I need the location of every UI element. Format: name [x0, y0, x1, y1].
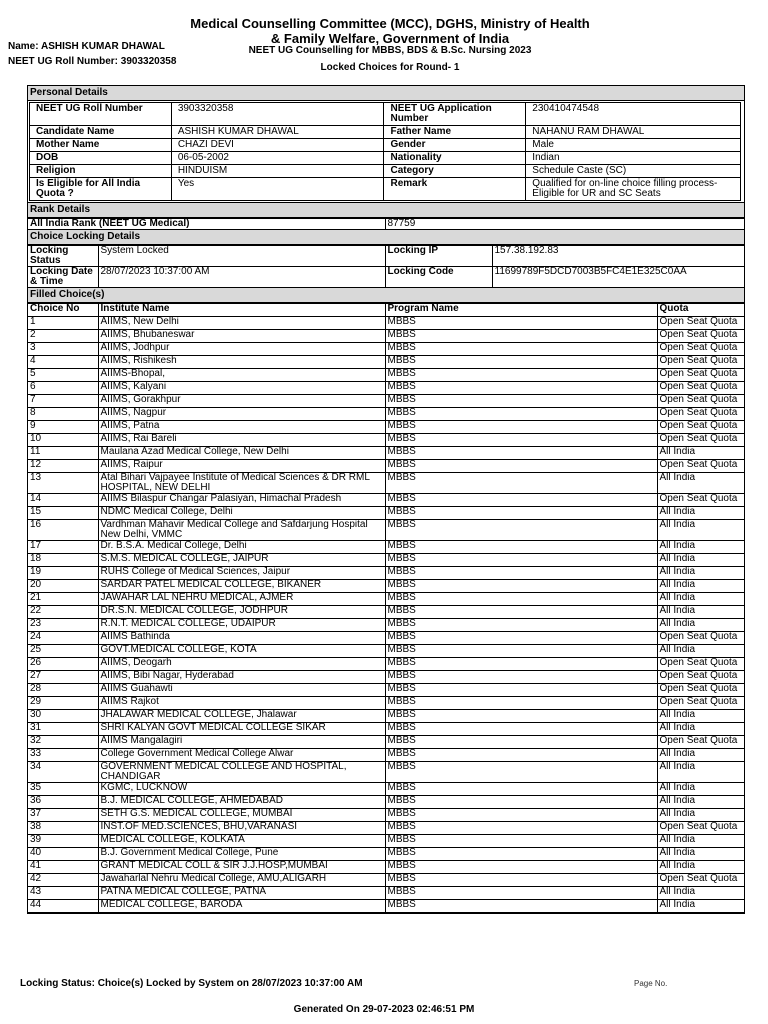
institute-name: AIIMS, Bibi Nagar, Hyderabad: [98, 671, 385, 684]
program-name: MBBS: [385, 749, 657, 762]
gender-value: Male: [526, 139, 741, 152]
program-name: MBBS: [385, 671, 657, 684]
quota: Open Seat Quota: [657, 317, 744, 330]
program-name: MBBS: [385, 736, 657, 749]
eligibility-label: Is Eligible for All India Quota ?: [30, 178, 172, 201]
institute-name: JHALAWAR MEDICAL COLLEGE, Jhalawar: [98, 710, 385, 723]
choice-row: [28, 494, 744, 507]
choice-row: [28, 645, 744, 658]
choices-header-row: [28, 304, 744, 317]
rank-details-heading: Rank Details: [28, 202, 744, 218]
quota: All India: [657, 723, 744, 736]
document-title: Medical Counselling Committee (MCC), DGHS, Ministry of Health & Family Welfare, Government of India: [190, 16, 590, 46]
program-name: MBBS: [385, 593, 657, 606]
locking-date-label: Locking Date & Time: [28, 267, 98, 288]
institute-name: Vardhman Mahavir Medical College and Safdarjung Hospital New Delhi, VMMC: [98, 520, 385, 541]
choice-row: [28, 567, 744, 580]
quota: All India: [657, 710, 744, 723]
locking-details-table: [28, 245, 744, 288]
quota: All India: [657, 887, 744, 900]
program-name: MBBS: [385, 848, 657, 861]
quota: All India: [657, 809, 744, 822]
quota: All India: [657, 762, 744, 783]
program-name: MBBS: [385, 658, 657, 671]
institute-name: DR.S.N. MEDICAL COLLEGE, JODHPUR: [98, 606, 385, 619]
choice-row: [28, 796, 744, 809]
quota: Open Seat Quota: [657, 343, 744, 356]
choice-no: 37: [28, 809, 98, 822]
roll-number-header: NEET UG Roll Number: 3903320358: [8, 56, 177, 67]
choice-row: [28, 356, 744, 369]
choice-row: [28, 736, 744, 749]
institute-name: SETH G.S. MEDICAL COLLEGE, MUMBAI: [98, 809, 385, 822]
choice-row: [28, 632, 744, 645]
quota: Open Seat Quota: [657, 736, 744, 749]
religion-value: HINDUISM: [171, 165, 384, 178]
choice-row: [28, 330, 744, 343]
rank-details-table: [28, 218, 744, 230]
round-label: Locked Choices for Round- 1: [320, 62, 460, 73]
program-name: MBBS: [385, 684, 657, 697]
choice-no: 6: [28, 382, 98, 395]
mother-name-label: Mother Name: [30, 139, 172, 152]
program-name: MBBS: [385, 447, 657, 460]
program-name: MBBS: [385, 317, 657, 330]
choice-no: 17: [28, 541, 98, 554]
choice-no: 8: [28, 408, 98, 421]
institute-name: SHRI KALYAN GOVT MEDICAL COLLEGE SIKAR: [98, 723, 385, 736]
eligibility-value: Yes: [171, 178, 384, 201]
remark-value: Qualified for on-line choice filling process-Eligible for UR and SC Seats: [526, 178, 741, 201]
choice-row: [28, 749, 744, 762]
choice-no: 29: [28, 697, 98, 710]
choice-no: 2: [28, 330, 98, 343]
institute-name: Jawaharlal Nehru Medical College, AMU,ALIGARH: [98, 874, 385, 887]
program-name: MBBS: [385, 382, 657, 395]
quota: All India: [657, 861, 744, 874]
program-name: MBBS: [385, 434, 657, 447]
institute-name: AIIMS, Jodhpur: [98, 343, 385, 356]
institute-name: AIIMS, Rishikesh: [98, 356, 385, 369]
locking-ip-value: 157.38.192.83: [492, 246, 744, 267]
candidate-name-header: Name: ASHISH KUMAR DHAWAL: [8, 41, 165, 52]
choice-no: 31: [28, 723, 98, 736]
institute-name: JAWAHAR LAL NEHRU MEDICAL, AJMER: [98, 593, 385, 606]
choice-row: [28, 554, 744, 567]
program-name: MBBS: [385, 395, 657, 408]
program-name: MBBS: [385, 408, 657, 421]
father-name-label: Father Name: [384, 126, 526, 139]
institute-name: AIIMS-Bhopal,: [98, 369, 385, 382]
choice-no: 43: [28, 887, 98, 900]
program-name: MBBS: [385, 460, 657, 473]
institute-name: AIIMS Guahawti: [98, 684, 385, 697]
choice-no: 7: [28, 395, 98, 408]
locked-choices-report: [27, 85, 745, 914]
choice-no: 20: [28, 580, 98, 593]
choice-row: [28, 658, 744, 671]
program-name: MBBS: [385, 822, 657, 835]
choice-row: [28, 848, 744, 861]
quota: Open Seat Quota: [657, 460, 744, 473]
choice-no: 34: [28, 762, 98, 783]
choice-no: 23: [28, 619, 98, 632]
program-name: MBBS: [385, 619, 657, 632]
program-name: MBBS: [385, 520, 657, 541]
quota: Open Seat Quota: [657, 874, 744, 887]
quota: Open Seat Quota: [657, 671, 744, 684]
quota: All India: [657, 507, 744, 520]
generated-timestamp: Generated On 29-07-2023 02:46:51 PM: [293, 1004, 475, 1015]
choice-no: 16: [28, 520, 98, 541]
choice-row: [28, 887, 744, 900]
institute-name: AIIMS, Bhubaneswar: [98, 330, 385, 343]
quota: Open Seat Quota: [657, 369, 744, 382]
quota: All India: [657, 567, 744, 580]
category-label: Category: [384, 165, 526, 178]
choice-row: [28, 421, 744, 434]
choice-no: 24: [28, 632, 98, 645]
choice-no: 4: [28, 356, 98, 369]
filled-choices-table: [28, 303, 744, 913]
choice-row: [28, 710, 744, 723]
institute-name: MEDICAL COLLEGE, BARODA: [98, 900, 385, 913]
institute-name: AIIMS, Gorakhpur: [98, 395, 385, 408]
choice-row: [28, 520, 744, 541]
choice-no: 28: [28, 684, 98, 697]
dob-value: 06-05-2002: [171, 152, 384, 165]
choice-no: 26: [28, 658, 98, 671]
choice-no: 25: [28, 645, 98, 658]
air-label: All India Rank (NEET UG Medical): [28, 219, 385, 230]
category-value: Schedule Caste (SC): [526, 165, 741, 178]
air-value: 87759: [385, 219, 744, 230]
institute-name: AIIMS, Nagpur: [98, 408, 385, 421]
program-name: MBBS: [385, 900, 657, 913]
choice-row: [28, 671, 744, 684]
choice-no: 35: [28, 783, 98, 796]
quota: Open Seat Quota: [657, 408, 744, 421]
institute-name: AIIMS Bathinda: [98, 632, 385, 645]
choice-no: 39: [28, 835, 98, 848]
application-value: 230410474548: [526, 103, 741, 126]
choice-row: [28, 580, 744, 593]
choice-row: [28, 369, 744, 382]
choice-no: 18: [28, 554, 98, 567]
quota: All India: [657, 520, 744, 541]
quota: All India: [657, 619, 744, 632]
nationality-label: Nationality: [384, 152, 526, 165]
choice-row: [28, 434, 744, 447]
choice-no: 1: [28, 317, 98, 330]
choice-row: [28, 900, 744, 913]
roll-label: NEET UG Roll Number: [30, 103, 172, 126]
choice-no: 44: [28, 900, 98, 913]
institute-name: B.J. Government Medical College, Pune: [98, 848, 385, 861]
choice-row: [28, 861, 744, 874]
institute-name: GRANT MEDICAL COLL & SIR J.J.HOSP,MUMBAI: [98, 861, 385, 874]
institute-name: Atal Bihari Vajpayee Institute of Medical Sciences & DR RML HOSPITAL, NEW DELHI: [98, 473, 385, 494]
choice-no: 10: [28, 434, 98, 447]
program-name: MBBS: [385, 632, 657, 645]
personal-details-table: [29, 102, 741, 201]
roll-value: 3903320358: [171, 103, 384, 126]
program-name: MBBS: [385, 723, 657, 736]
quota: Open Seat Quota: [657, 658, 744, 671]
choice-no: 32: [28, 736, 98, 749]
choice-row: [28, 343, 744, 356]
program-name: MBBS: [385, 494, 657, 507]
quota: All India: [657, 606, 744, 619]
choice-row: [28, 473, 744, 494]
col-header-quota: Quota: [657, 304, 744, 317]
quota: Open Seat Quota: [657, 330, 744, 343]
choice-no: 21: [28, 593, 98, 606]
program-name: MBBS: [385, 356, 657, 369]
application-label: NEET UG Application Number: [384, 103, 526, 126]
choice-row: [28, 460, 744, 473]
institute-name: R.N.T. MEDICAL COLLEGE, UDAIPUR: [98, 619, 385, 632]
program-name: MBBS: [385, 697, 657, 710]
institute-name: AIIMS, New Delhi: [98, 317, 385, 330]
quota: Open Seat Quota: [657, 684, 744, 697]
document-subtitle: NEET UG Counselling for MBBS, BDS & B.Sc. Nursing 2023: [248, 45, 532, 56]
quota: All India: [657, 796, 744, 809]
choice-row: [28, 395, 744, 408]
quota: Open Seat Quota: [657, 421, 744, 434]
quota: All India: [657, 593, 744, 606]
choice-row: [28, 541, 744, 554]
choice-no: 9: [28, 421, 98, 434]
nationality-value: Indian: [526, 152, 741, 165]
quota: All India: [657, 848, 744, 861]
institute-name: INST.OF MED.SCIENCES, BHU,VARANASI: [98, 822, 385, 835]
institute-name: KGMC, LUCKNOW: [98, 783, 385, 796]
choice-no: 5: [28, 369, 98, 382]
program-name: MBBS: [385, 507, 657, 520]
quota: All India: [657, 835, 744, 848]
program-name: MBBS: [385, 343, 657, 356]
quota: Open Seat Quota: [657, 395, 744, 408]
choice-row: [28, 619, 744, 632]
program-name: MBBS: [385, 369, 657, 382]
choice-no: 13: [28, 473, 98, 494]
choice-no: 30: [28, 710, 98, 723]
choice-row: [28, 874, 744, 887]
personal-details-heading: Personal Details: [28, 86, 744, 101]
choice-row: [28, 317, 744, 330]
col-header-program: Program Name: [385, 304, 657, 317]
locking-code-value: 11699789F5DCD7003B5FC4E1E325C0AA: [492, 267, 744, 288]
choice-no: 33: [28, 749, 98, 762]
choice-row: [28, 447, 744, 460]
institute-name: RUHS College of Medical Sciences, Jaipur: [98, 567, 385, 580]
quota: All India: [657, 447, 744, 460]
mother-name-value: CHAZI DEVI: [171, 139, 384, 152]
program-name: MBBS: [385, 541, 657, 554]
choice-row: [28, 593, 744, 606]
quota: Open Seat Quota: [657, 632, 744, 645]
program-name: MBBS: [385, 473, 657, 494]
choice-no: 14: [28, 494, 98, 507]
institute-name: Dr. B.S.A. Medical College, Delhi: [98, 541, 385, 554]
choice-no: 3: [28, 343, 98, 356]
quota: All India: [657, 783, 744, 796]
program-name: MBBS: [385, 710, 657, 723]
locking-status-label: Locking Status: [28, 246, 98, 267]
choice-no: 41: [28, 861, 98, 874]
quota: Open Seat Quota: [657, 494, 744, 507]
choice-row: [28, 783, 744, 796]
quota: All India: [657, 900, 744, 913]
filled-choices-heading: Filled Choice(s): [28, 288, 744, 303]
quota: All India: [657, 749, 744, 762]
institute-name: AIIMS Mangalagiri: [98, 736, 385, 749]
program-name: MBBS: [385, 606, 657, 619]
institute-name: AIIMS, Raipur: [98, 460, 385, 473]
candidate-name-value: ASHISH KUMAR DHAWAL: [171, 126, 384, 139]
program-name: MBBS: [385, 796, 657, 809]
choice-row: [28, 822, 744, 835]
choice-no: 12: [28, 460, 98, 473]
religion-label: Religion: [30, 165, 172, 178]
quota: All India: [657, 580, 744, 593]
institute-name: AIIMS Bilaspur Changar Palasiyan, Himachal Pradesh: [98, 494, 385, 507]
col-header-institute: Institute Name: [98, 304, 385, 317]
choice-no: 40: [28, 848, 98, 861]
quota: Open Seat Quota: [657, 382, 744, 395]
quota: Open Seat Quota: [657, 822, 744, 835]
choice-no: 42: [28, 874, 98, 887]
choice-no: 38: [28, 822, 98, 835]
institute-name: AIIMS Rajkot: [98, 697, 385, 710]
institute-name: SARDAR PATEL MEDICAL COLLEGE, BIKANER: [98, 580, 385, 593]
candidate-name-label: Candidate Name: [30, 126, 172, 139]
locking-code-label: Locking Code: [385, 267, 492, 288]
choice-row: [28, 606, 744, 619]
institute-name: AIIMS, Kalyani: [98, 382, 385, 395]
quota: All India: [657, 473, 744, 494]
institute-name: Maulana Azad Medical College, New Delhi: [98, 447, 385, 460]
choice-row: [28, 382, 744, 395]
quota: Open Seat Quota: [657, 434, 744, 447]
institute-name: PATNA MEDICAL COLLEGE, PATNA: [98, 887, 385, 900]
program-name: MBBS: [385, 861, 657, 874]
program-name: MBBS: [385, 421, 657, 434]
institute-name: AIIMS, Patna: [98, 421, 385, 434]
institute-name: MEDICAL COLLEGE, KOLKATA: [98, 835, 385, 848]
father-name-value: NAHANU RAM DHAWAL: [526, 126, 741, 139]
page-number: Page No.: [634, 979, 668, 988]
institute-name: GOVT.MEDICAL COLLEGE, KOTA: [98, 645, 385, 658]
choice-no: 22: [28, 606, 98, 619]
locking-status-footer: Locking Status: Choice(s) Locked by System on 28/07/2023 10:37:00 AM: [20, 978, 363, 989]
quota: All India: [657, 554, 744, 567]
program-name: MBBS: [385, 554, 657, 567]
remark-label: Remark: [384, 178, 526, 201]
locking-status-value: System Locked: [98, 246, 385, 267]
choice-row: [28, 697, 744, 710]
institute-name: AIIMS, Rai Bareli: [98, 434, 385, 447]
program-name: MBBS: [385, 835, 657, 848]
quota: All India: [657, 645, 744, 658]
program-name: MBBS: [385, 580, 657, 593]
institute-name: College Government Medical College Alwar: [98, 749, 385, 762]
choice-row: [28, 762, 744, 783]
choice-no: 15: [28, 507, 98, 520]
program-name: MBBS: [385, 783, 657, 796]
locking-date-value: 28/07/2023 10:37:00 AM: [98, 267, 385, 288]
quota: Open Seat Quota: [657, 697, 744, 710]
gender-label: Gender: [384, 139, 526, 152]
choice-no: 11: [28, 447, 98, 460]
institute-name: GOVERNMENT MEDICAL COLLEGE AND HOSPITAL, CHANDIGAR: [98, 762, 385, 783]
choice-no: 36: [28, 796, 98, 809]
choice-row: [28, 408, 744, 421]
program-name: MBBS: [385, 567, 657, 580]
program-name: MBBS: [385, 809, 657, 822]
institute-name: AIIMS, Deogarh: [98, 658, 385, 671]
choice-row: [28, 723, 744, 736]
choice-no: 19: [28, 567, 98, 580]
locking-details-heading: Choice Locking Details: [28, 230, 744, 245]
program-name: MBBS: [385, 887, 657, 900]
quota: Open Seat Quota: [657, 356, 744, 369]
choice-no: 27: [28, 671, 98, 684]
col-header-choice-no: Choice No: [28, 304, 98, 317]
dob-label: DOB: [30, 152, 172, 165]
choice-row: [28, 809, 744, 822]
program-name: MBBS: [385, 762, 657, 783]
program-name: MBBS: [385, 874, 657, 887]
program-name: MBBS: [385, 645, 657, 658]
institute-name: NDMC Medical College, Delhi: [98, 507, 385, 520]
quota: All India: [657, 541, 744, 554]
locking-ip-label: Locking IP: [385, 246, 492, 267]
choice-row: [28, 507, 744, 520]
institute-name: B.J. MEDICAL COLLEGE, AHMEDABAD: [98, 796, 385, 809]
program-name: MBBS: [385, 330, 657, 343]
choice-row: [28, 684, 744, 697]
institute-name: S.M.S. MEDICAL COLLEGE, JAIPUR: [98, 554, 385, 567]
choice-row: [28, 835, 744, 848]
